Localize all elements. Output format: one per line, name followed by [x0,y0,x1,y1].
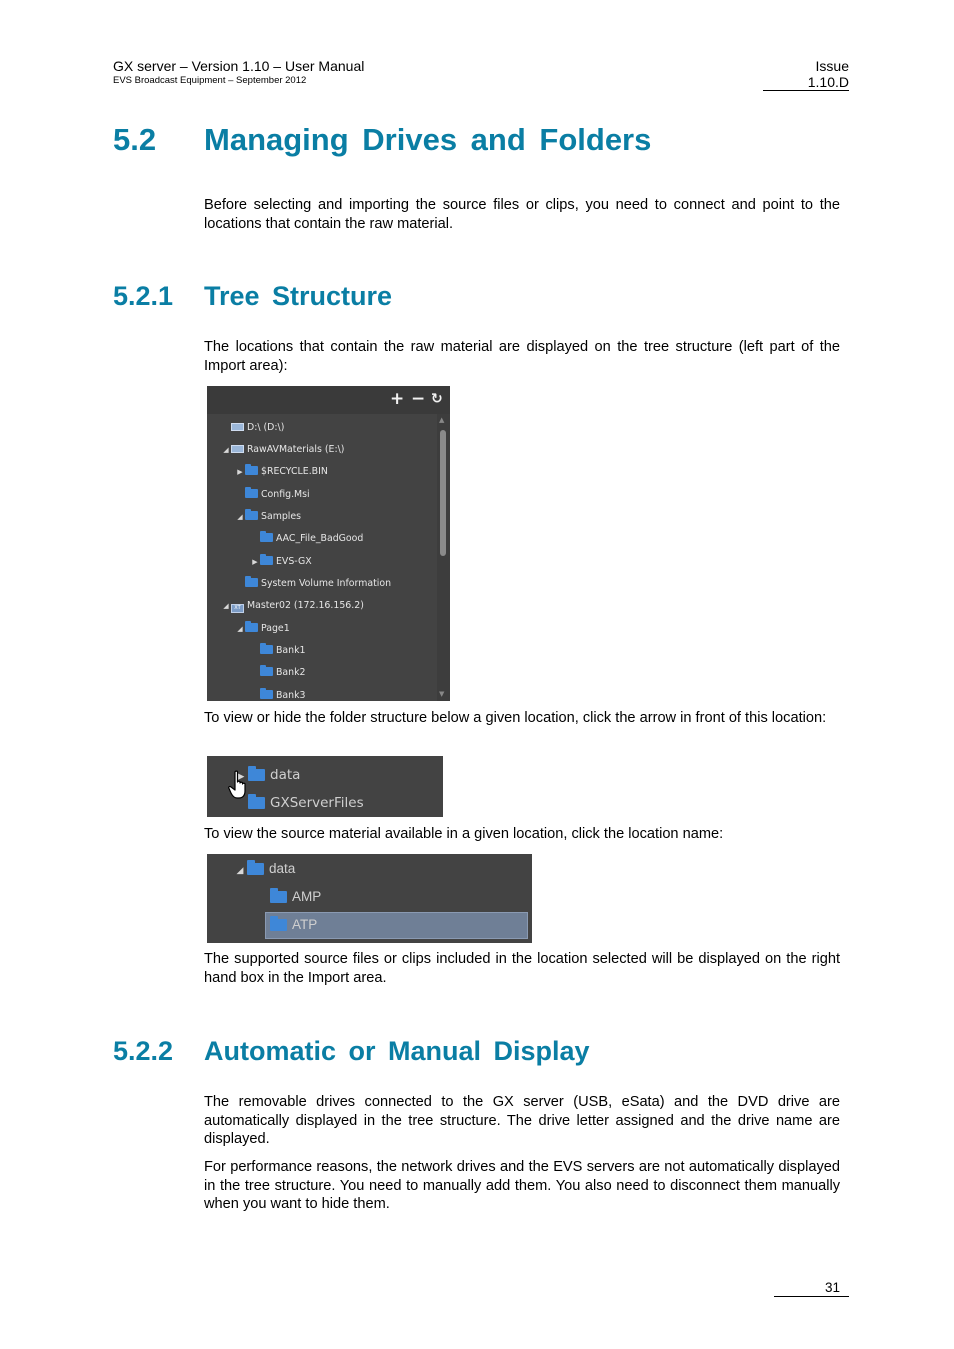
scroll-thumb[interactable] [440,430,446,556]
tree-item-aac-file[interactable] [250,531,363,547]
tree-item-page1[interactable] [235,621,290,637]
folder-icon [245,511,258,520]
issue-number: 1.10.D [807,74,849,90]
tree-item-data[interactable] [233,859,295,880]
caret-expanded-icon[interactable]: ◢ [223,446,229,454]
tree-item-recycle-bin[interactable] [235,464,328,480]
section-heading-5-2 [113,122,651,158]
section-number: 5.2.1 [113,281,174,311]
tree-item-amp[interactable] [270,887,321,907]
section-title: Managing Drives and Folders [204,122,652,157]
refresh-icon[interactable]: ↻ [431,391,443,407]
tree-item-config-msi[interactable] [235,487,310,503]
tree-structure-panel [207,386,450,701]
page-number: 31 [774,1280,849,1297]
caret-expanded-icon[interactable]: ◢ [223,602,229,610]
tree-scrollbar[interactable] [437,414,450,701]
caret-expanded-icon[interactable]: ◢ [237,513,243,521]
hand-cursor-icon [228,770,250,800]
expand-paragraph: To view or hide the folder structure below a given location, click the arrow in front of this location: [204,710,827,726]
auto-display-paragraph: The removable drives connected to the GX server (USB, eSata) and the DVD drive are automatically displayed in the tree structure. The drive letter assigned and the drive name are displayed. [204,1094,840,1147]
folder-icon [245,578,258,587]
caret-collapsed-icon[interactable]: ▶ [252,558,258,566]
caret-collapsed-icon[interactable]: ▶ [237,468,243,476]
tree-item-bank2[interactable] [250,665,306,681]
tree-item-label: data [270,767,301,783]
manual-display-paragraph: For performance reasons, the network drives and the EVS servers are not automatically displayed in the tree structure. You need to manually add them. You also need to disconnect them manually when you want to hide them. [204,1159,840,1212]
section-heading-5-2-2 [113,1036,590,1067]
folder-icon [260,690,273,699]
tree-item-system-volume[interactable] [235,576,391,592]
tree-item-label: EVS-GX [276,556,312,567]
tree-item-label: Master02 (172.16.156.2) [247,600,364,611]
tree-item-label: RawAVMaterials (E:\) [247,444,345,455]
tree-toolbar [207,386,450,414]
folder-icon [248,769,265,781]
caret-collapsed-icon[interactable]: ▶ [237,772,245,782]
section-heading-5-2-1 [113,281,392,312]
tree-item-label: Bank1 [276,645,306,656]
tree-item-label: $RECYCLE.BIN [261,466,328,477]
tree-item-label: Config.Msi [261,489,310,500]
tree-item-samples[interactable] [235,509,301,525]
caret-expanded-icon[interactable]: ◢ [237,625,243,633]
folder-icon [245,623,258,632]
caret-expanded-icon[interactable]: ◢ [236,865,244,875]
tree-item-label: AAC_File_BadGood [276,533,364,544]
tree-item-label: AMP [292,889,322,904]
section-title: Automatic or Manual Display [204,1036,590,1066]
folder-icon [248,797,265,809]
issue-label: Issue [815,58,849,74]
section-title: Tree Structure [204,281,393,311]
folder-icon [260,533,273,542]
folder-icon [270,919,287,931]
tree-item-label: ATP [292,917,318,932]
tree-item-label: Bank3 [276,690,306,701]
folder-icon [245,489,258,498]
folder-icon [260,645,273,654]
section-number: 5.2.2 [113,1036,174,1066]
tree-item-label: D:\ (D:\) [247,422,285,433]
folder-icon [270,891,287,903]
issue-box [763,58,849,91]
tree-item-label: System Volume Information [261,578,392,589]
folder-icon [260,667,273,676]
tree-item-label: data [269,861,296,876]
section-number: 5.2 [113,122,157,157]
tree-item-atp-selected[interactable] [270,915,317,935]
folder-icon [247,863,264,875]
tree-item-label: Bank2 [276,667,306,678]
manual-subtitle: EVS Broadcast Equipment – September 2012 [113,75,307,86]
page-header [113,58,364,87]
drive-icon [231,423,244,431]
drive-icon [231,445,244,453]
tree-item-bank1[interactable] [250,643,306,659]
scroll-down-icon[interactable]: ▼ [439,690,445,698]
server-icon: XT [231,604,244,613]
remove-icon[interactable]: − [411,389,426,409]
tree-item-d-drive[interactable] [221,420,284,436]
manual-title: GX server – Version 1.10 – User Manual [113,58,365,74]
tree-item-label: Page1 [261,623,290,634]
tree-item-master02[interactable] [221,598,364,614]
result-paragraph: The supported source files or clips included in the location selected will be displayed on the right hand box in the Import area. [204,951,840,986]
scroll-up-icon[interactable]: ▲ [439,416,445,424]
tree-item-bank3[interactable] [250,688,306,701]
tree-item-label: GXServerFiles [270,795,364,811]
tree-item-gxserverfiles[interactable] [248,793,364,813]
tree-item-evs-gx[interactable] [250,554,312,570]
folder-icon [245,466,258,475]
select-paragraph: To view the source material available in a given location, click the location name: [204,826,724,842]
tree-intro-paragraph: The locations that contain the raw material are displayed on the tree structure (left part of the Import area): [204,339,840,374]
folder-icon [260,556,273,565]
tree-item-rawavmaterials[interactable] [221,442,344,458]
tree-item-label: Samples [261,511,302,522]
add-icon[interactable]: + [390,389,405,409]
intro-paragraph: Before selecting and importing the source files or clips, you need to connect and point to the locations that contain the raw material. [204,197,840,232]
